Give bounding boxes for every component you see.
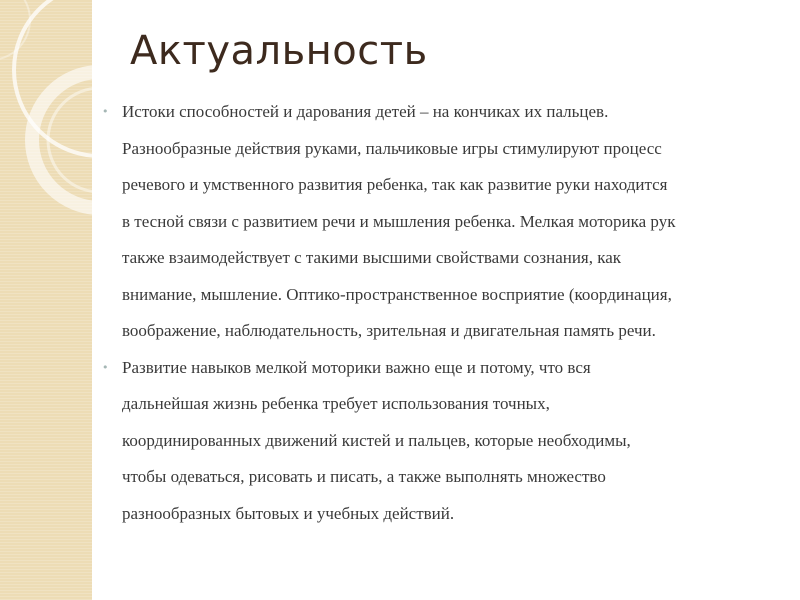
list-item bbox=[98, 94, 778, 350]
bullet-dot-icon: • bbox=[102, 105, 109, 118]
decorative-rings-icon bbox=[0, 0, 92, 600]
bullet-line: координированных движений кистей и пальцев, которые необходимы, bbox=[122, 430, 631, 450]
bullet-line: Развитие навыков мелкой моторики важно еще и потому, что вся bbox=[122, 357, 591, 377]
bullet-line: воображение, наблюдательность, зрительная и двигательная память речи. bbox=[122, 321, 656, 340]
bullet-line: речевого и умственного развития ребенка, так как развитие руки находится bbox=[122, 175, 668, 194]
bullet-line: в тесной связи с развитием речи и мышления ребенка. Мелкая моторика рук bbox=[122, 211, 676, 231]
bullet-line: чтобы одеваться, рисовать и писать, а также выполнять множество bbox=[122, 467, 606, 486]
list-item bbox=[98, 350, 778, 533]
bullet-line: также взаимодействует с такими высшими свойствами сознания, как bbox=[122, 248, 622, 267]
decorative-side-band bbox=[0, 0, 92, 600]
bullet-line: дальнейшая жизнь ребенка требует использования точных, bbox=[122, 394, 550, 413]
bullet-line: Разнообразные действия руками, пальчиковые игры стимулируют процесс bbox=[122, 138, 662, 158]
bullet-dot-icon: • bbox=[102, 360, 109, 374]
bullet-line: разнообразных бытовых и учебных действий. bbox=[122, 503, 455, 523]
bullet-line: внимание, мышление. Оптико-пространственное восприятие (координация, bbox=[122, 284, 672, 304]
bullet-list bbox=[98, 94, 778, 532]
page-title: Актуальность bbox=[130, 28, 428, 74]
bullet-line: Истоки способностей и дарования детей – на кончиках их пальцев. bbox=[122, 102, 609, 121]
